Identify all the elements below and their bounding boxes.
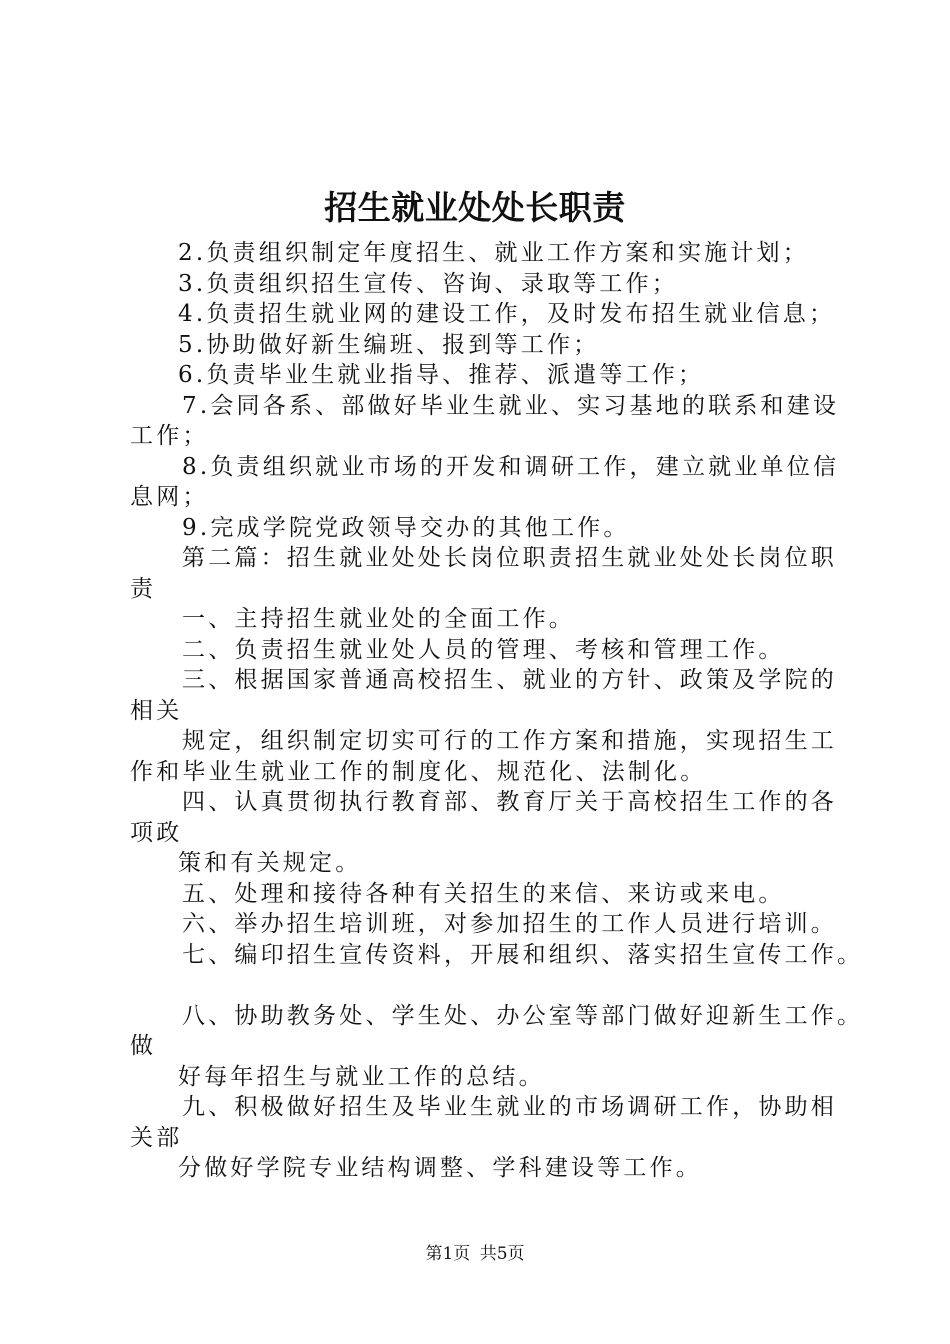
text-line: 作和毕业生就业工作的制度化、规范化、法制化。 (130, 758, 707, 785)
text-line: 关部 (130, 1124, 183, 1151)
page-footer (0, 1243, 950, 1265)
text-line: 四、认真贯彻执行教育部、教育厅关于高校招生工作的各 (182, 789, 837, 815)
text-line: 6.负责毕业生就业指导、推荐、派遣等工作； (178, 362, 705, 388)
text-line: 规定，组织制定切实可行的工作方案和措施，实现招生工 (182, 728, 837, 754)
text-line: 七、编印招生宣传资料，开展和组织、落实招生宣传工作。 (182, 941, 864, 968)
text-line: 3.负责组织招生宣传、咨询、录取等工作； (178, 270, 678, 297)
text-line: 相关 (130, 697, 183, 724)
text-line: 8.负责组织就业市场的开发和调研工作，建立就业单位信 (182, 453, 840, 480)
text-line: 项政 (130, 819, 183, 846)
page-total: 共5页 (479, 1244, 525, 1264)
text-line: 二、负责招生就业处人员的管理、考核和管理工作。 (182, 636, 785, 663)
text-line: 八、协助教务处、学生处、办公室等部门做好迎新生工作。 (182, 1002, 864, 1029)
text-line: 好每年招生与就业工作的总结。 (178, 1063, 545, 1090)
text-line: 第二篇：招生就业处处长岗位职责招生就业处处长岗位职 (182, 545, 837, 571)
text-line: 5.协助做好新生编班、报到等工作； (178, 331, 600, 358)
blank-line (130, 970, 850, 1001)
text-line: 策和有关规定。 (178, 850, 362, 876)
document-title: 招生就业处处长职责 (324, 188, 626, 227)
text-line: 4.负责招生就业网的建设工作，及时发布招生就业信息； (178, 301, 836, 327)
document-body (130, 238, 864, 1184)
text-line: 五、处理和接待各种有关招生的来信、来访或来电。 (182, 880, 785, 907)
text-line: 2.负责组织制定年度招生、就业工作方案和实施计划； (178, 240, 809, 266)
text-line: 三、根据国家普通高校招生、就业的方针、政策及学院的 (182, 667, 837, 693)
text-line: 9.完成学院党政领导交办的其他工作。 (182, 514, 630, 541)
text-line: 一、主持招生就业处的全面工作。 (182, 606, 575, 632)
text-line: 责 (130, 575, 157, 602)
text-line: 做 (130, 1033, 157, 1059)
text-line: 工作； (130, 423, 209, 449)
text-line: 息网； (130, 484, 209, 510)
text-line: 7.会同各系、部做好毕业生就业、实习基地的联系和建设 (182, 392, 840, 419)
page-number: 第1页 (425, 1244, 471, 1264)
text-line: 六、举办招生培训班，对参加招生的工作人员进行培训。 (182, 911, 837, 937)
text-line: 分做好学院专业结构调整、学科建设等工作。 (178, 1155, 702, 1181)
text-line: 九、积极做好招生及毕业生就业的市场调研工作，协助相 (182, 1094, 837, 1120)
